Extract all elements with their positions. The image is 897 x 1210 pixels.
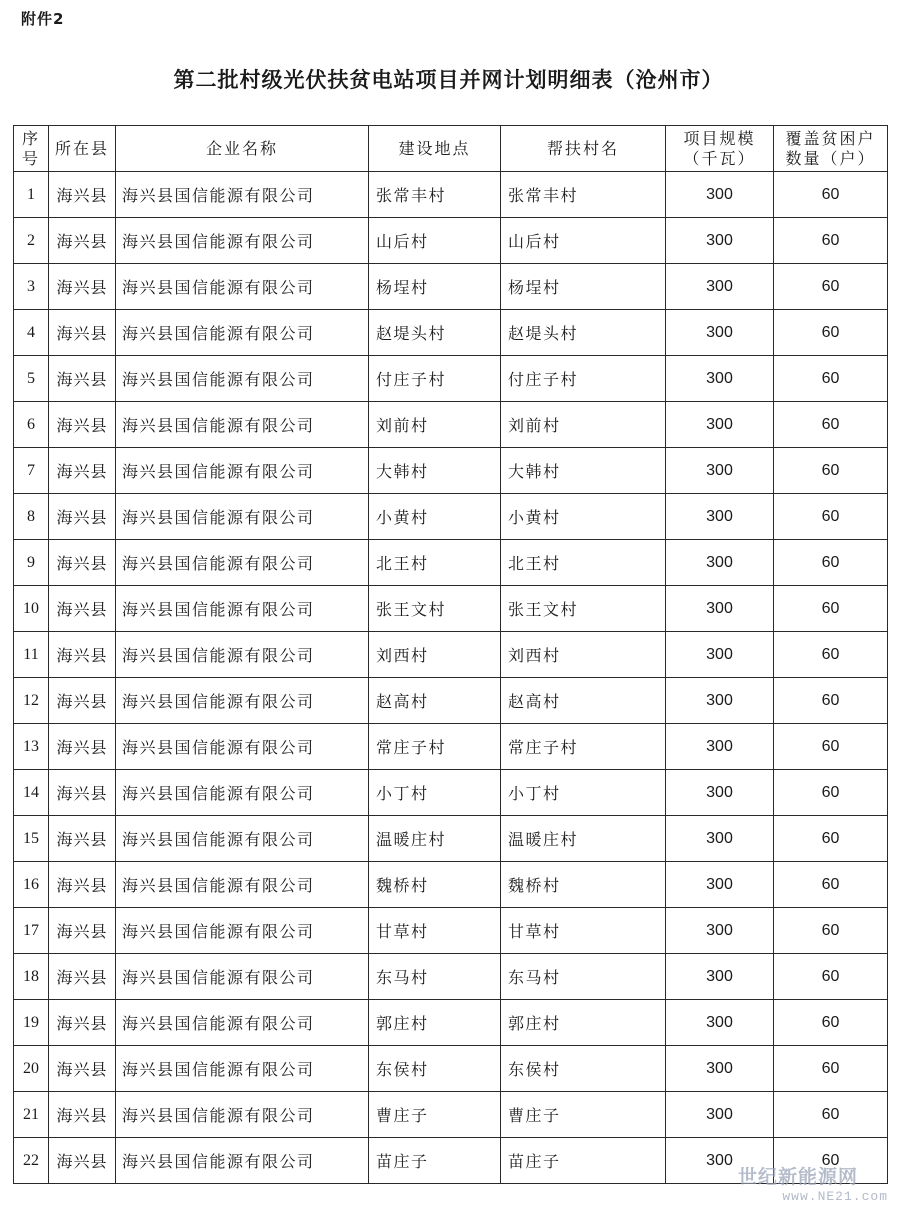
cell-village: 苗庄子: [501, 1138, 666, 1184]
cell-households: 60: [774, 218, 888, 264]
table-row: [14, 1000, 888, 1046]
cell-site: 常庄子村: [369, 724, 501, 770]
cell-company: 海兴县国信能源有限公司: [116, 448, 369, 494]
cell-households: 60: [774, 1092, 888, 1138]
cell-site: 杨埕村: [369, 264, 501, 310]
cell-county: 海兴县: [49, 954, 116, 1000]
cell-county: 海兴县: [49, 586, 116, 632]
cell-scale: 300: [666, 770, 774, 816]
cell-seq: 19: [14, 1000, 49, 1046]
cell-village: 东侯村: [501, 1046, 666, 1092]
cell-company: 海兴县国信能源有限公司: [116, 1092, 369, 1138]
cell-site: 刘前村: [369, 402, 501, 448]
cell-households: 60: [774, 310, 888, 356]
header-company: 企业名称: [116, 126, 369, 172]
cell-company: 海兴县国信能源有限公司: [116, 402, 369, 448]
cell-site: 温暖庄村: [369, 816, 501, 862]
attachment-label: 附件2: [21, 10, 65, 28]
table-row: [14, 678, 888, 724]
cell-county: 海兴县: [49, 1092, 116, 1138]
cell-company: 海兴县国信能源有限公司: [116, 770, 369, 816]
cell-households: 60: [774, 1138, 888, 1184]
cell-county: 海兴县: [49, 540, 116, 586]
cell-seq: 20: [14, 1046, 49, 1092]
header-households: [774, 126, 888, 172]
cell-site: 赵堤头村: [369, 310, 501, 356]
cell-company: 海兴县国信能源有限公司: [116, 218, 369, 264]
cell-seq: 3: [14, 264, 49, 310]
cell-village: 刘西村: [501, 632, 666, 678]
cell-scale: 300: [666, 632, 774, 678]
table-row: [14, 632, 888, 678]
cell-site: 刘西村: [369, 632, 501, 678]
cell-seq: 2: [14, 218, 49, 264]
cell-seq: 14: [14, 770, 49, 816]
cell-seq: 17: [14, 908, 49, 954]
cell-company: 海兴县国信能源有限公司: [116, 1138, 369, 1184]
cell-scale: 300: [666, 908, 774, 954]
cell-village: 张王文村: [501, 586, 666, 632]
cell-households: 60: [774, 862, 888, 908]
cell-company: 海兴县国信能源有限公司: [116, 632, 369, 678]
cell-village: 温暖庄村: [501, 816, 666, 862]
cell-site: 山后村: [369, 218, 501, 264]
cell-county: 海兴县: [49, 724, 116, 770]
cell-seq: 12: [14, 678, 49, 724]
cell-site: 苗庄子: [369, 1138, 501, 1184]
cell-company: 海兴县国信能源有限公司: [116, 586, 369, 632]
cell-county: 海兴县: [49, 908, 116, 954]
cell-site: 东马村: [369, 954, 501, 1000]
cell-site: 东侯村: [369, 1046, 501, 1092]
header-village: 帮扶村名: [501, 126, 666, 172]
table-row: [14, 264, 888, 310]
table-header-row: [14, 126, 888, 172]
cell-village: 小黄村: [501, 494, 666, 540]
cell-company: 海兴县国信能源有限公司: [116, 310, 369, 356]
cell-households: 60: [774, 1046, 888, 1092]
cell-company: 海兴县国信能源有限公司: [116, 540, 369, 586]
cell-scale: 300: [666, 448, 774, 494]
cell-site: 小黄村: [369, 494, 501, 540]
cell-company: 海兴县国信能源有限公司: [116, 356, 369, 402]
cell-village: 北王村: [501, 540, 666, 586]
header-seq-line2: 号: [21, 148, 40, 168]
cell-village: 魏桥村: [501, 862, 666, 908]
cell-households: 60: [774, 908, 888, 954]
cell-scale: 300: [666, 356, 774, 402]
cell-seq: 9: [14, 540, 49, 586]
cell-households: 60: [774, 632, 888, 678]
cell-seq: 5: [14, 356, 49, 402]
cell-village: 常庄子村: [501, 724, 666, 770]
cell-scale: 300: [666, 724, 774, 770]
cell-site: 小丁村: [369, 770, 501, 816]
cell-village: 东马村: [501, 954, 666, 1000]
cell-seq: 10: [14, 586, 49, 632]
cell-households: 60: [774, 678, 888, 724]
cell-county: 海兴县: [49, 494, 116, 540]
cell-company: 海兴县国信能源有限公司: [116, 494, 369, 540]
table-row: [14, 816, 888, 862]
cell-site: 大韩村: [369, 448, 501, 494]
cell-scale: 300: [666, 862, 774, 908]
cell-households: 60: [774, 402, 888, 448]
table-row: [14, 1138, 888, 1184]
cell-scale: 300: [666, 1000, 774, 1046]
header-scale-line2: （千瓦）: [683, 148, 756, 168]
cell-county: 海兴县: [49, 1000, 116, 1046]
cell-households: 60: [774, 724, 888, 770]
cell-scale: 300: [666, 586, 774, 632]
cell-company: 海兴县国信能源有限公司: [116, 1046, 369, 1092]
cell-site: 郭庄村: [369, 1000, 501, 1046]
cell-village: 小丁村: [501, 770, 666, 816]
cell-seq: 15: [14, 816, 49, 862]
cell-county: 海兴县: [49, 678, 116, 724]
cell-seq: 18: [14, 954, 49, 1000]
cell-households: 60: [774, 1000, 888, 1046]
cell-county: 海兴县: [49, 402, 116, 448]
header-households-line1: 覆盖贫困户: [785, 128, 876, 148]
cell-county: 海兴县: [49, 310, 116, 356]
cell-village: 甘草村: [501, 908, 666, 954]
cell-county: 海兴县: [49, 448, 116, 494]
cell-seq: 11: [14, 632, 49, 678]
project-table: [13, 125, 888, 1184]
cell-village: 赵高村: [501, 678, 666, 724]
table-body: [14, 172, 888, 1184]
cell-seq: 6: [14, 402, 49, 448]
cell-village: 山后村: [501, 218, 666, 264]
cell-county: 海兴县: [49, 172, 116, 218]
watermark-line1: 世纪新能源网: [738, 1166, 859, 1188]
table-row: [14, 954, 888, 1000]
cell-county: 海兴县: [49, 770, 116, 816]
cell-seq: 21: [14, 1092, 49, 1138]
table-row: [14, 1092, 888, 1138]
cell-households: 60: [774, 172, 888, 218]
cell-households: 60: [774, 816, 888, 862]
cell-county: 海兴县: [49, 218, 116, 264]
cell-seq: 1: [14, 172, 49, 218]
cell-site: 赵高村: [369, 678, 501, 724]
table-row: [14, 448, 888, 494]
cell-scale: 300: [666, 1092, 774, 1138]
table-row: [14, 172, 888, 218]
cell-company: 海兴县国信能源有限公司: [116, 678, 369, 724]
table-row: [14, 356, 888, 402]
header-seq: [14, 126, 49, 172]
cell-scale: 300: [666, 218, 774, 264]
cell-village: 曹庄子: [501, 1092, 666, 1138]
cell-seq: 7: [14, 448, 49, 494]
cell-seq: 13: [14, 724, 49, 770]
cell-county: 海兴县: [49, 264, 116, 310]
cell-county: 海兴县: [49, 816, 116, 862]
cell-scale: 300: [666, 678, 774, 724]
cell-site: 付庄子村: [369, 356, 501, 402]
cell-county: 海兴县: [49, 862, 116, 908]
cell-company: 海兴县国信能源有限公司: [116, 816, 369, 862]
cell-company: 海兴县国信能源有限公司: [116, 1000, 369, 1046]
cell-scale: 300: [666, 402, 774, 448]
header-county: 所在县: [49, 126, 116, 172]
cell-seq: 16: [14, 862, 49, 908]
cell-households: 60: [774, 770, 888, 816]
cell-company: 海兴县国信能源有限公司: [116, 954, 369, 1000]
page-title: 第二批村级光伏扶贫电站项目并网计划明细表（沧州市）: [173, 68, 724, 92]
watermark-line2: www.NE21.com: [782, 1189, 888, 1204]
cell-site: 曹庄子: [369, 1092, 501, 1138]
cell-scale: 300: [666, 954, 774, 1000]
cell-scale: 300: [666, 816, 774, 862]
table-row: [14, 310, 888, 356]
table-row: [14, 586, 888, 632]
table-row: [14, 402, 888, 448]
cell-company: 海兴县国信能源有限公司: [116, 172, 369, 218]
header-seq-line1: 序: [21, 128, 40, 148]
table-row: [14, 218, 888, 264]
table-row: [14, 724, 888, 770]
cell-company: 海兴县国信能源有限公司: [116, 862, 369, 908]
header-households-line2: 数量（户）: [785, 148, 876, 168]
cell-scale: 300: [666, 1046, 774, 1092]
cell-company: 海兴县国信能源有限公司: [116, 908, 369, 954]
cell-scale: 300: [666, 1138, 774, 1184]
cell-households: 60: [774, 264, 888, 310]
cell-scale: 300: [666, 540, 774, 586]
header-site: 建设地点: [369, 126, 501, 172]
cell-village: 郭庄村: [501, 1000, 666, 1046]
cell-company: 海兴县国信能源有限公司: [116, 724, 369, 770]
cell-scale: 300: [666, 310, 774, 356]
cell-households: 60: [774, 586, 888, 632]
cell-scale: 300: [666, 172, 774, 218]
cell-county: 海兴县: [49, 632, 116, 678]
table-row: [14, 770, 888, 816]
cell-scale: 300: [666, 264, 774, 310]
table-row: [14, 862, 888, 908]
cell-site: 张王文村: [369, 586, 501, 632]
cell-village: 付庄子村: [501, 356, 666, 402]
cell-county: 海兴县: [49, 1138, 116, 1184]
cell-site: 甘草村: [369, 908, 501, 954]
table-row: [14, 1046, 888, 1092]
table-row: [14, 540, 888, 586]
cell-site: 北王村: [369, 540, 501, 586]
cell-households: 60: [774, 494, 888, 540]
header-scale-line1: 项目规模: [683, 128, 756, 148]
cell-village: 杨埕村: [501, 264, 666, 310]
cell-site: 张常丰村: [369, 172, 501, 218]
cell-households: 60: [774, 356, 888, 402]
cell-scale: 300: [666, 494, 774, 540]
cell-site: 魏桥村: [369, 862, 501, 908]
cell-households: 60: [774, 540, 888, 586]
cell-households: 60: [774, 954, 888, 1000]
header-scale: [666, 126, 774, 172]
cell-county: 海兴县: [49, 1046, 116, 1092]
cell-village: 刘前村: [501, 402, 666, 448]
cell-seq: 4: [14, 310, 49, 356]
table-row: [14, 494, 888, 540]
cell-village: 张常丰村: [501, 172, 666, 218]
cell-company: 海兴县国信能源有限公司: [116, 264, 369, 310]
cell-seq: 22: [14, 1138, 49, 1184]
cell-village: 赵堤头村: [501, 310, 666, 356]
cell-county: 海兴县: [49, 356, 116, 402]
table-row: [14, 908, 888, 954]
cell-village: 大韩村: [501, 448, 666, 494]
cell-households: 60: [774, 448, 888, 494]
cell-seq: 8: [14, 494, 49, 540]
